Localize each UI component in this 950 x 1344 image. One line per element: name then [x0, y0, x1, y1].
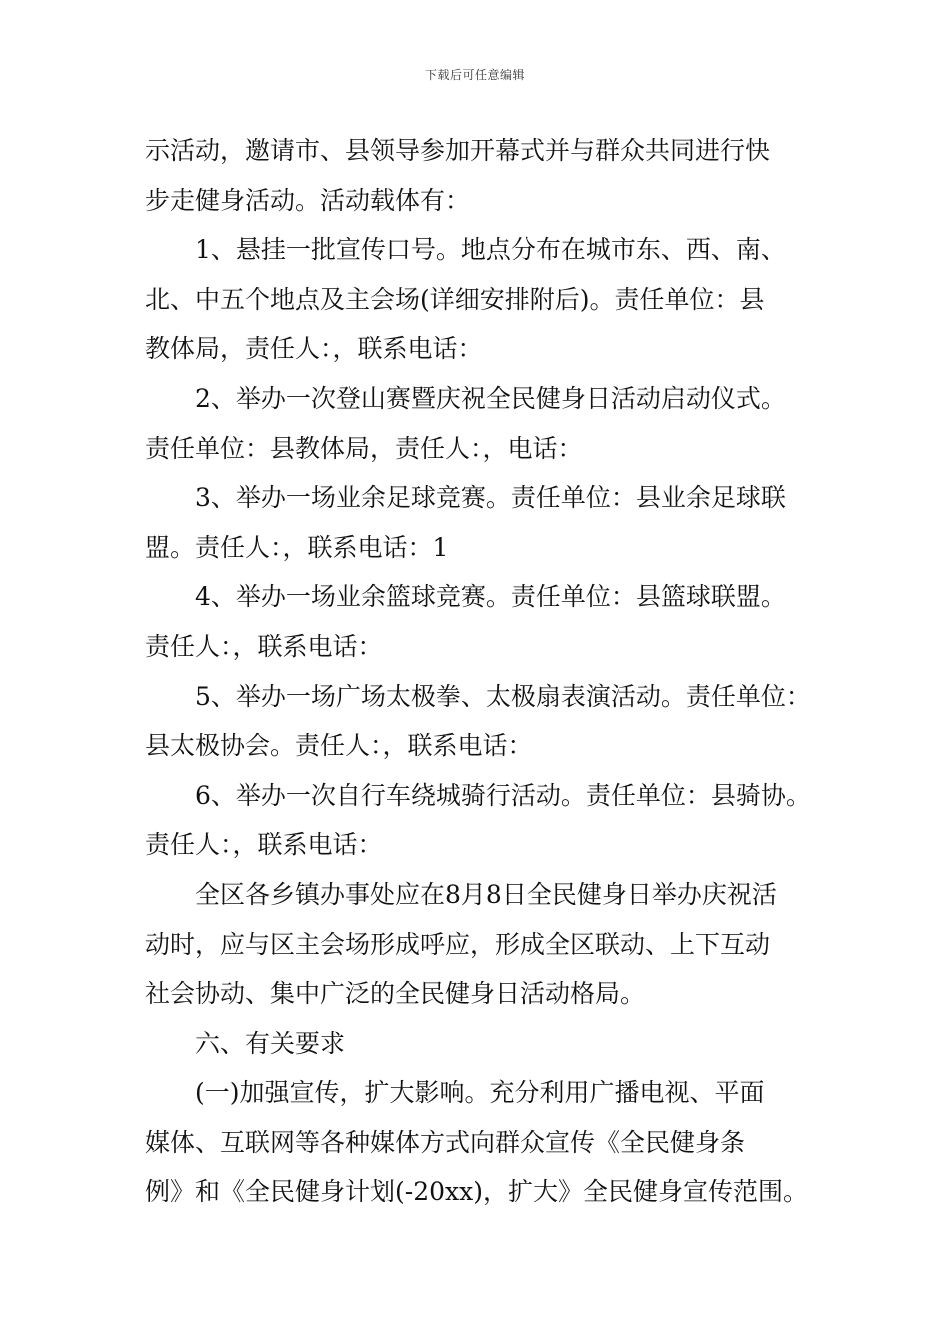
text-line: 步走健身活动。活动载体有：: [145, 185, 471, 215]
text-line: 例》和《全民健身计划(-20xx)，扩大》全民健身宣传范围。: [145, 1177, 808, 1207]
text-line: 1、悬挂一批宣传口号。地点分布在城市东、西、南、: [195, 235, 786, 265]
text-line: 6、举办一次自行车绕城骑行活动。责任单位：县骑协。: [195, 780, 811, 810]
text-line: (一)加强宣传，扩大影响。充分利用广播电视、平面: [195, 1078, 765, 1108]
text-line: 县太极协会。责任人：，联系电话：: [145, 731, 533, 761]
text-line: 动时，应与区主会场形成呼应，形成全区联动、上下互动: [145, 929, 771, 959]
body-text: [145, 126, 835, 1217]
text-line: 责任单位：县教体局，责任人：，电话：: [145, 433, 583, 463]
text-line: 盟。责任人：，联系电话：1: [145, 532, 449, 562]
text-line: 教体局，责任人：，联系电话：: [145, 334, 483, 364]
section-heading: 六、有关要求: [195, 1028, 346, 1058]
text-line: 5、举办一场广场太极拳、太极扇表演活动。责任单位：: [195, 681, 811, 711]
text-line: 北、中五个地点及主会场(详细安排附后)。责任单位：县: [145, 284, 765, 314]
text-line: 责任人：，联系电话：: [145, 631, 383, 661]
text-line: 责任人：，联系电话：: [145, 830, 383, 860]
header-note: 下载后可任意编辑: [424, 68, 525, 82]
text-line: 示活动，邀请市、县领导参加开幕式并与群众共同进行快: [145, 136, 771, 165]
text-line: 全区各乡镇办事处应在8月8日全民健身日举办庆祝活: [195, 879, 777, 909]
text-line: 社会协动、集中广泛的全民健身日活动格局。: [145, 979, 646, 1009]
text-line: 媒体、互联网等各种媒体方式向群众宣传《全民健身条: [145, 1127, 746, 1157]
text-line: 4、举办一场业余篮球竞赛。责任单位：县篮球联盟。: [195, 582, 786, 612]
text-line: 2、举办一次登山赛暨庆祝全民健身日活动启动仪式。: [195, 383, 786, 413]
text-line: 3、举办一场业余足球竞赛。责任单位：县业余足球联: [195, 483, 786, 513]
